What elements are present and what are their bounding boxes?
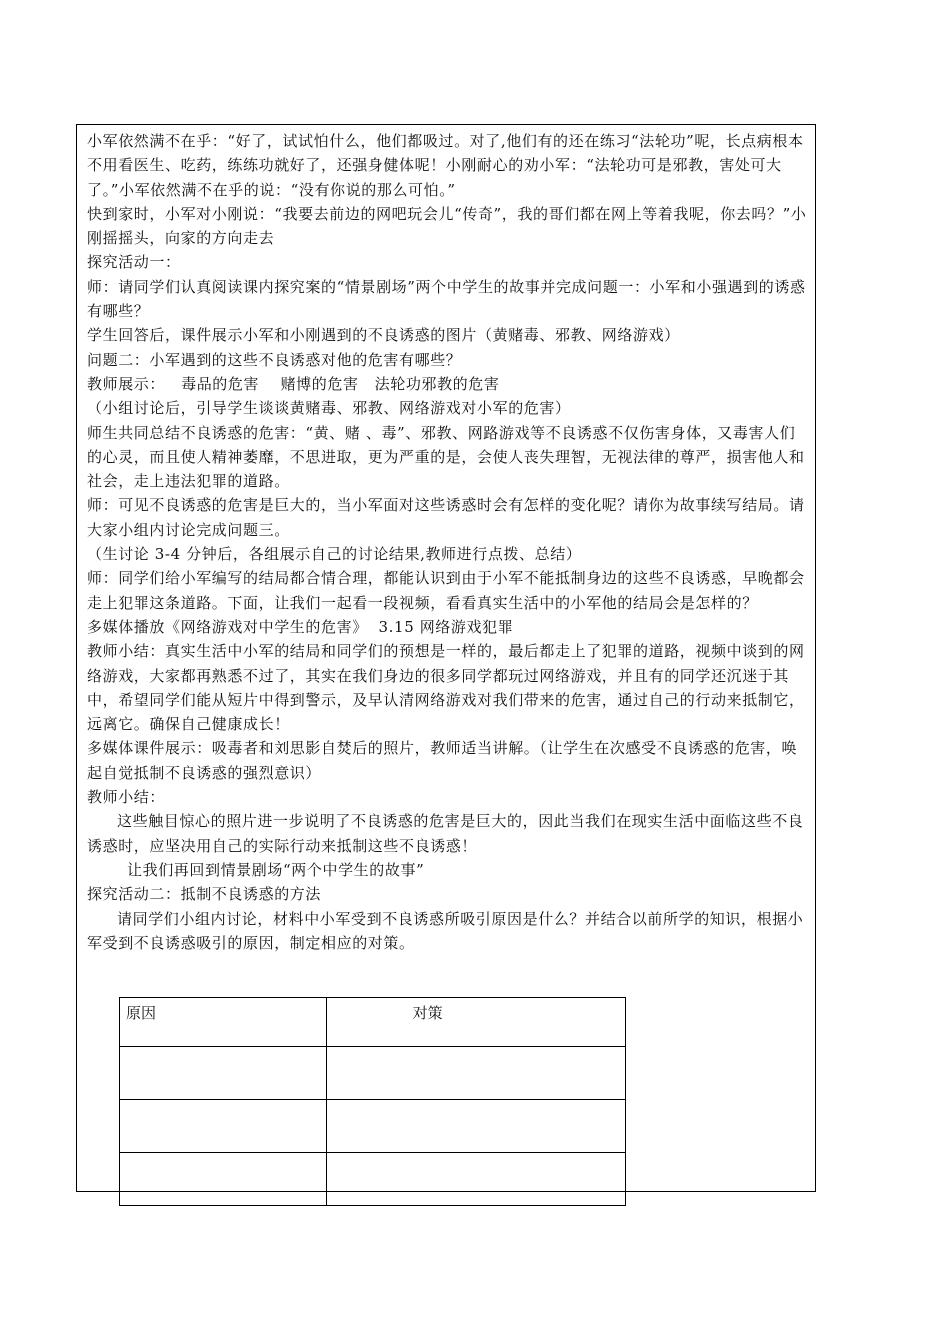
paragraph: 学生回答后，课件展示小军和小刚遇到的不良诱惑的图片（黄赌毒、邪教、网络游戏） — [87, 326, 680, 345]
table-cell[interactable] — [120, 1047, 327, 1100]
section-heading: 探究活动二：抵制不良诱惑的方法 — [87, 885, 322, 904]
table-header-row — [120, 998, 626, 1047]
table-cell[interactable] — [326, 1047, 625, 1100]
paragraph: 请同学们小组内讨论，材料中小军受到不良诱惑所吸引原因是什么？并结合以前所学的知识，根据小军受到不良诱惑吸引的原因，制定相应的对策。 — [87, 909, 804, 952]
paragraph: 多媒体课件展示：吸毒者和刘思影自焚后的照片，教师适当讲解。（让学生在次感受不良诱惑的危害，唤起自觉抵制不良诱惑的强烈意识） — [87, 739, 798, 782]
lesson-frame — [76, 124, 816, 1192]
paragraph: 师生共同总结不良诱惑的危害：“黄、赌 、毒”、邪教、网路游戏等不良诱惑不仅伤害身体，又毒害人们的心灵，而且使人精神萎靡，不思进取，更为严重的是，会使人丧失理智，无视法律的尊严，损害他人和社会，走上违法犯罪的道路。 — [87, 423, 805, 491]
table-row — [120, 1100, 626, 1153]
paragraph: 教师展示： 毒品的危害 赌博的危害 法轮功邪教的危害 — [87, 374, 500, 393]
paragraph: （小组讨论后，引导学生谈谈黄赌毒、邪教、网络游戏对小军的危害） — [87, 399, 571, 418]
paragraph: 师：请同学们认真阅读课内探究案的“情景剧场”两个中学生的故事并完成问题一：小军和小强遇到的诱惑有哪些？ — [87, 277, 806, 321]
table-cell[interactable] — [120, 1153, 327, 1206]
table-row — [120, 1153, 626, 1206]
table-cell[interactable] — [120, 1100, 327, 1153]
paragraph: 师：同学们给小军编写的结局都合情合理，都能认识到由于小军不能抵制身边的这些不良诱惑，早晚都会走上犯罪这条道路。下面，让我们一起看一段视频，看看真实生活中的小军他的结局会是怎样的？ — [87, 569, 805, 612]
lesson-content — [87, 129, 809, 955]
paragraph: 问题二：小军遇到的这些不良诱惑对他的危害有哪些？ — [87, 350, 462, 369]
table-header-cause: 原因 — [120, 998, 327, 1047]
paragraph: 这些触目惊心的照片进一步说明了不良诱惑的危害是巨大的，因此当我们在现实生活中面临这些不良诱惑时，应坚决用自己的实际行动来抵制这些不良诱惑！ — [87, 812, 804, 855]
section-heading: 教师小结： — [87, 788, 166, 807]
paragraph: 让我们再回到情景剧场“两个中学生的故事” — [127, 860, 425, 879]
cause-strategy-table — [119, 997, 626, 1206]
paragraph: 多媒体播放《网络游戏对中学生的危害》 3.15 网络游戏犯罪 — [87, 617, 514, 636]
section-heading: 探究活动一： — [87, 253, 181, 272]
paragraph: 教师小结：真实生活中小军的结局和同学们的预想是一样的，最后都走上了犯罪的道路，视频中谈到的网络游戏，大家都再熟悉不过了，其实在我们身边的很多同学都玩过网络游戏，并且有的同学还沉迷于其中，希望同学们能从短片中得到警示，及早认清网络游戏对我们带来的危害，通过自己的行动来抵制它，远离它。确保自己健康成长！ — [87, 642, 805, 734]
paragraph: 小军依然满不在乎：“好了，试试怕什么，他们都吸过。对了,他们有的还在练习“法轮功”呢，长点病根本不用看医生、吃药，练练功就好了，还强身健体呢！小刚耐心的劝小军：“法轮功可是邪教，害处可大了。”小军依然满不在乎的说：“没有你说的那么可怕。” — [87, 132, 804, 199]
paragraph: 师：可见不良诱惑的危害是巨大的，当小军面对这些诱惑时会有怎样的变化呢？请你为故事续写结局。请大家小组内讨论完成问题三。 — [87, 496, 805, 539]
paragraph: 快到家时，小军对小刚说：“我要去前边的网吧玩会儿“传奇”，我的哥们都在网上等着我呢，你去吗？”小刚摇摇头，向家的方向走去 — [87, 204, 807, 248]
table-header-strategy — [326, 998, 625, 1047]
table-row — [120, 1047, 626, 1100]
table-cell[interactable] — [326, 1100, 625, 1153]
paragraph: （生讨论 3-4 分钟后，各组展示自己的讨论结果,教师进行点拨、总结） — [87, 545, 582, 564]
table-header-strategy-label: 对策 — [412, 1004, 443, 1022]
table-cell[interactable] — [326, 1153, 625, 1206]
